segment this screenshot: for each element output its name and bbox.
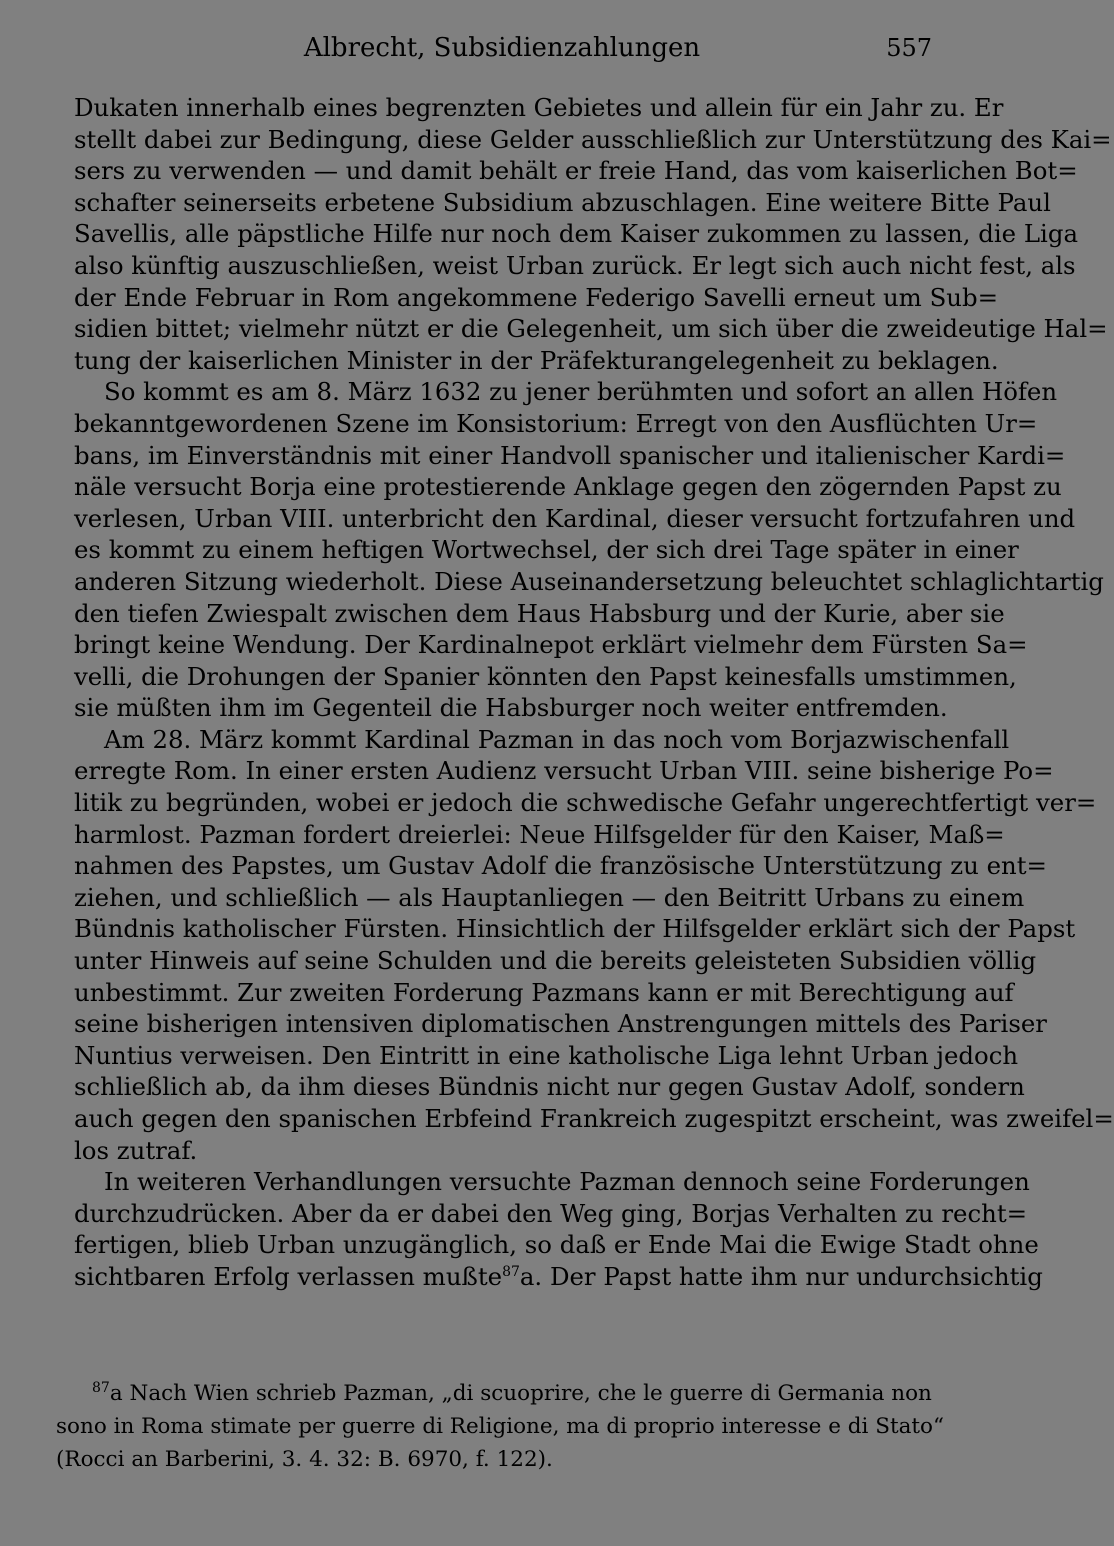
footnote-line: [56, 1377, 932, 1410]
text-line: litik zu begründen, wobei er jedoch die schwedische Gefahr ungerechtfertigt ver=: [74, 788, 1097, 818]
footnote-mark: 87: [92, 1379, 110, 1396]
footnote-reference: 87: [502, 1263, 520, 1280]
footnote-line: sono in Roma stimate per guerre di Religione, ma di proprio interesse e di Stato“: [56, 1414, 944, 1439]
text-line-with-footnote: [74, 1261, 1043, 1293]
text-line: Am 28. März kommt Kardinal Pazman in das noch vom Borjazwischenfall: [104, 724, 1010, 754]
text-segment: a. Der Papst hatte ihm nur undurchsichtig: [519, 1261, 1043, 1291]
text-line: nahmen des Papstes, um Gustav Adolf die französische Unterstützung zu ent=: [74, 851, 1047, 881]
text-line: den tiefen Zwiespalt zwischen dem Haus Habsburg und der Kurie, aber sie: [74, 598, 1005, 628]
text-line: Dukaten innerhalb eines begrenzten Gebietes und allein für ein Jahr zu. Er: [74, 93, 1004, 122]
text-line: So kommt es am 8. März 1632 zu jener berühmten und sofort an allen Höfen: [104, 377, 1058, 407]
page-number: 557: [886, 34, 932, 62]
text-line: los zutraf.: [74, 1135, 198, 1165]
text-line: unter Hinweis auf seine Schulden und die bereits geleisteten Subsidien völlig: [74, 946, 1037, 976]
text-line: anderen Sitzung wiederholt. Diese Auseinandersetzung beleuchtet schlaglichtartig: [74, 566, 1104, 596]
text-line: bans, im Einverständnis mit einer Handvoll spanischer und italienischer Kardi=: [74, 440, 1066, 470]
text-line: In weiteren Verhandlungen versuchte Pazman dennoch seine Forderungen: [104, 1167, 1030, 1197]
text-line: schließlich ab, da ihm dieses Bündnis nicht nur gegen Gustav Adolf, sondern: [74, 1072, 1025, 1102]
text-line: bekanntgewordenen Szene im Konsistorium: Erregt von den Ausflüchten Ur=: [74, 408, 1038, 438]
footnote-line: (Rocci an Barberini, 3. 4. 32: B. 6970, f. 122).: [56, 1447, 553, 1472]
text-segment: sichtbaren Erfolg verlassen mußte: [74, 1261, 503, 1291]
text-line: verlesen, Urban VIII. unterbricht den Kardinal, dieser versucht fortzufahren und: [74, 503, 1076, 533]
text-line: Bündnis katholischer Fürsten. Hinsichtlich der Hilfsgelder erklärt sich der Papst: [74, 914, 1076, 944]
text-line: seine bisherigen intensiven diplomatischen Anstrengungen mittels des Pariser: [74, 1009, 1047, 1039]
running-title: Albrecht, Subsidienzahlungen: [303, 33, 701, 63]
text-line: sidien bittet; vielmehr nützt er die Gelegenheit, um sich über die zweideutige Hal=: [74, 314, 1108, 344]
text-line: velli, die Drohungen der Spanier könnten den Papst keinesfalls umstimmen,: [74, 661, 1017, 691]
body-text: [74, 92, 1114, 1293]
text-line: fertigen, blieb Urban unzugänglich, so daß er Ende Mai die Ewige Stadt ohne: [74, 1230, 1039, 1260]
text-line: Savellis, alle päpstliche Hilfe nur noch dem Kaiser zukommen zu lassen, die Liga: [74, 219, 1079, 249]
text-line: bringt keine Wendung. Der Kardinalnepot erklärt vielmehr dem Fürsten Sa=: [74, 630, 1028, 660]
text-line: auch gegen den spanischen Erbfeind Frankreich zugespitzt erscheint, was zweifel=: [74, 1104, 1114, 1133]
text-line: tung der kaiserlichen Minister in der Präfekturangelegenheit zu beklagen.: [74, 345, 999, 375]
footnotes: [56, 1377, 944, 1476]
text-line: harmlost. Pazman fordert dreierlei: Neue Hilfsgelder für den Kaiser, Maß=: [74, 819, 1005, 849]
text-line: Nuntius verweisen. Den Eintritt in eine katholische Liga lehnt Urban jedoch: [74, 1040, 1019, 1070]
text-line: ziehen, und schließlich — als Hauptanliegen — den Beitritt Urbans zu einem: [74, 882, 1025, 912]
text-line: durchzudrücken. Aber da er dabei den Weg ging, Borjas Verhalten zu recht=: [74, 1198, 1028, 1228]
footnote-mark-suffix: a: [109, 1381, 123, 1406]
footnote-text: Nach Wien schrieb Pazman, „di scuoprire, che le guerre di Germania non: [129, 1381, 932, 1406]
text-line: also künftig auszuschließen, weist Urban zurück. Er legt sich auch nicht fest, als: [74, 250, 1076, 280]
text-line: es kommt zu einem heftigen Wortwechsel, der sich drei Tage später in einer: [74, 535, 1019, 565]
text-line: schafter seinerseits erbetene Subsidium abzuschlagen. Eine weitere Bitte Paul: [74, 187, 1051, 217]
text-line: näle versucht Borja eine protestierende Anklage gegen den zögernden Papst zu: [74, 472, 1062, 502]
running-head: [72, 30, 932, 66]
text-line: der Ende Februar in Rom angekommene Federigo Savelli erneut um Sub=: [74, 282, 999, 312]
text-line: erregte Rom. In einer ersten Audienz versucht Urban VIII. seine bisherige Po=: [74, 756, 1054, 786]
text-line: stellt dabei zur Bedingung, diese Gelder ausschließlich zur Unterstützung des Kai=: [74, 124, 1112, 154]
text-line: sers zu verwenden — und damit behält er freie Hand, das vom kaiserlichen Bot=: [74, 156, 1078, 186]
text-line: unbestimmt. Zur zweiten Forderung Pazmans kann er mit Berechtigung auf: [74, 977, 1014, 1007]
text-line: sie müßten ihm im Gegenteil die Habsburger noch weiter entfremden.: [74, 693, 948, 723]
